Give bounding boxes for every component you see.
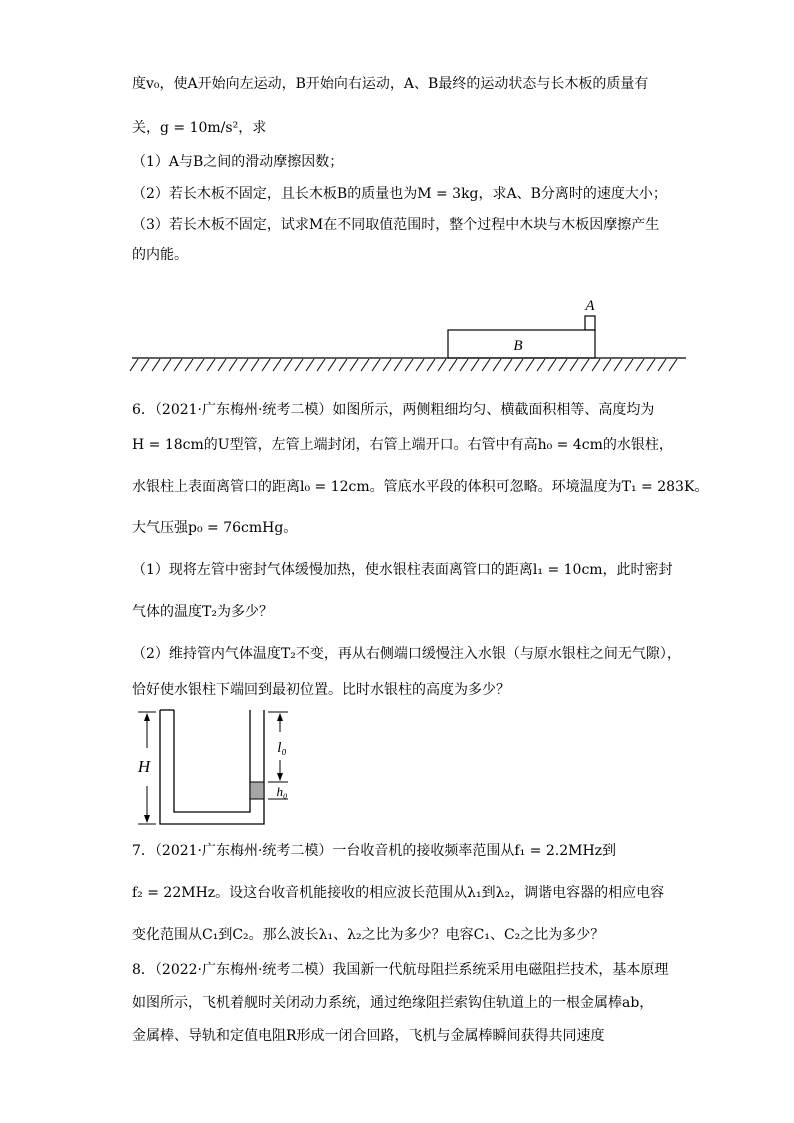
ground-hatch-mark <box>658 359 666 371</box>
ground-hatch-mark <box>295 359 303 371</box>
label-b: B <box>513 338 523 354</box>
label-a: A <box>585 298 595 314</box>
p7-line3: 变化范围从C₁到C₂。那么波长λ₁、λ₂之比为多少？电容C₁、C₂之比为多少？ <box>132 927 605 943</box>
ground-hatch-mark <box>603 359 611 371</box>
ground-hatch-mark <box>273 359 281 371</box>
ground-hatch-mark <box>493 359 501 371</box>
ground-hatch-mark <box>438 359 446 371</box>
ground-hatch-mark <box>284 359 292 371</box>
ground-hatch-mark <box>306 359 314 371</box>
p6-line3: 水银柱上表面离管口的距离l₀ = 12cm。管底水平段的体积可忽略。环境温度为T₁ = 283K。 <box>132 479 709 495</box>
p5-intro-line2: 关，g = 10m/s²，求 <box>132 120 267 136</box>
p5-question-1: （1）A与B之间的滑动摩擦因数； <box>132 154 344 170</box>
ground-hatch-mark <box>361 359 369 371</box>
ground-hatch-mark <box>240 359 248 371</box>
p8-line3: 金属棒、导轨和定值电阻R形成一闭合回路，飞机与金属棒瞬间获得共同速度 <box>132 1028 605 1044</box>
ground-hatch-mark <box>372 359 380 371</box>
ground-hatch-mark <box>669 359 677 371</box>
label-H: H <box>137 757 151 776</box>
ground-hatch-mark <box>141 359 149 371</box>
p6-line2: H = 18cm的U型管，左管上端封闭，右管上端开口。右管中有高h₀ = 4cm的水银柱， <box>132 437 673 453</box>
ground-hatch-mark <box>350 359 358 371</box>
p5-question-3-line1: （3）若长木板不固定，试求M在不同取值范围时，整个过程中木块与木板因摩擦产生 <box>132 217 660 233</box>
ground-hatch-mark <box>449 359 457 371</box>
ground-hatch-mark <box>130 359 138 371</box>
label-l0: l₀ <box>277 740 287 756</box>
ground-hatch-mark <box>471 359 479 371</box>
ground-hatch-mark <box>625 359 633 371</box>
p6-figure-u-tube <box>132 704 302 830</box>
ground-hatch-mark <box>515 359 523 371</box>
ground-hatch-mark <box>559 359 567 371</box>
p6-line1: 6．（2021·广东梅州·统考二模）如图所示，两侧粗细均匀、横截面积相等、高度均为 <box>132 402 655 418</box>
ground-hatch-mark <box>185 359 193 371</box>
ground-hatch-mark <box>218 359 226 371</box>
ground-hatch-mark <box>416 359 424 371</box>
p5-question-2: （2）若长木板不固定，且长木板B的质量也为M = 3kg，求A、B分离时的速度大小； <box>132 186 667 202</box>
p6-question-2-line1: （2）维持管内气体温度T₂不变，再从右侧端口缓慢注入水银（与原水银柱之间无气隙）， <box>132 646 681 662</box>
p6-line4: 大气压强p₀ = 76cmHg。 <box>132 520 298 536</box>
ground-hatch-mark <box>229 359 237 371</box>
ground-hatch-mark <box>537 359 545 371</box>
p5-figure-board-block <box>128 292 690 374</box>
ground-hatch-mark <box>570 359 578 371</box>
p7-line1: 7．（2021·广东梅州·统考二模）一台收音机的接收频率范围从f₁ = 2.2MHz到 <box>132 843 617 859</box>
ground-hatch-mark <box>394 359 402 371</box>
ground-hatch-mark <box>251 359 259 371</box>
p7-line2: f₂ = 22MHz。设这台收音机能接收的相应波长范围从λ₁到λ₂，调谐电容器的相应电容 <box>132 885 665 901</box>
ground-hatch-mark <box>581 359 589 371</box>
ground-hatch-mark <box>207 359 215 371</box>
ground-hatching <box>130 359 677 371</box>
ground-hatch-mark <box>647 359 655 371</box>
p5-intro-line1: 度v₀，使A开始向左运动，B开始向右运动，A、B最终的运动状态与长木板的质量有 <box>132 76 649 92</box>
ground-hatch-mark <box>152 359 160 371</box>
ground-hatch-mark <box>427 359 435 371</box>
ground-hatch-mark <box>614 359 622 371</box>
ground-hatch-mark <box>317 359 325 371</box>
p6-question-1-line1: （1）现将左管中密封气体缓慢加热，使水银柱表面离管口的距离l₁ = 10cm，此时密封 <box>132 562 673 578</box>
label-h0: h₀ <box>276 784 288 799</box>
ground-hatch-mark <box>405 359 413 371</box>
ground-hatch-mark <box>383 359 391 371</box>
p6-question-2-line2: 恰好使水银柱下端回到最初位置。比时水银柱的高度为多少？ <box>132 682 510 698</box>
ground-hatch-mark <box>328 359 336 371</box>
ground-hatch-mark <box>163 359 171 371</box>
p8-line2: 如图所示，飞机着舰时关闭动力系统，通过绝缘阻拦索钩住轨道上的一根金属棒ab， <box>132 995 654 1011</box>
ground-hatch-mark <box>636 359 644 371</box>
ground-hatch-mark <box>504 359 512 371</box>
mercury-column <box>250 782 264 799</box>
ground-hatch-mark <box>460 359 468 371</box>
ground-hatch-mark <box>262 359 270 371</box>
ground-hatch-mark <box>482 359 490 371</box>
p8-line1: 8．（2022·广东梅州·统考二模）我国新一代航母阻拦系统采用电磁阻拦技术，基本原理 <box>132 962 669 978</box>
ground-hatch-mark <box>526 359 534 371</box>
block-a <box>585 316 595 330</box>
u-tube-outer-wall <box>160 710 264 824</box>
ground-hatch-mark <box>174 359 182 371</box>
ground-hatch-mark <box>196 359 204 371</box>
p5-question-3-line2: 的内能。 <box>132 247 188 263</box>
u-tube-inner-wall <box>174 710 250 812</box>
ground-hatch-mark <box>339 359 347 371</box>
ground-hatch-mark <box>548 359 556 371</box>
p6-question-1-line2: 气体的温度T₂为多少？ <box>132 604 273 620</box>
ground-hatch-mark <box>592 359 600 371</box>
